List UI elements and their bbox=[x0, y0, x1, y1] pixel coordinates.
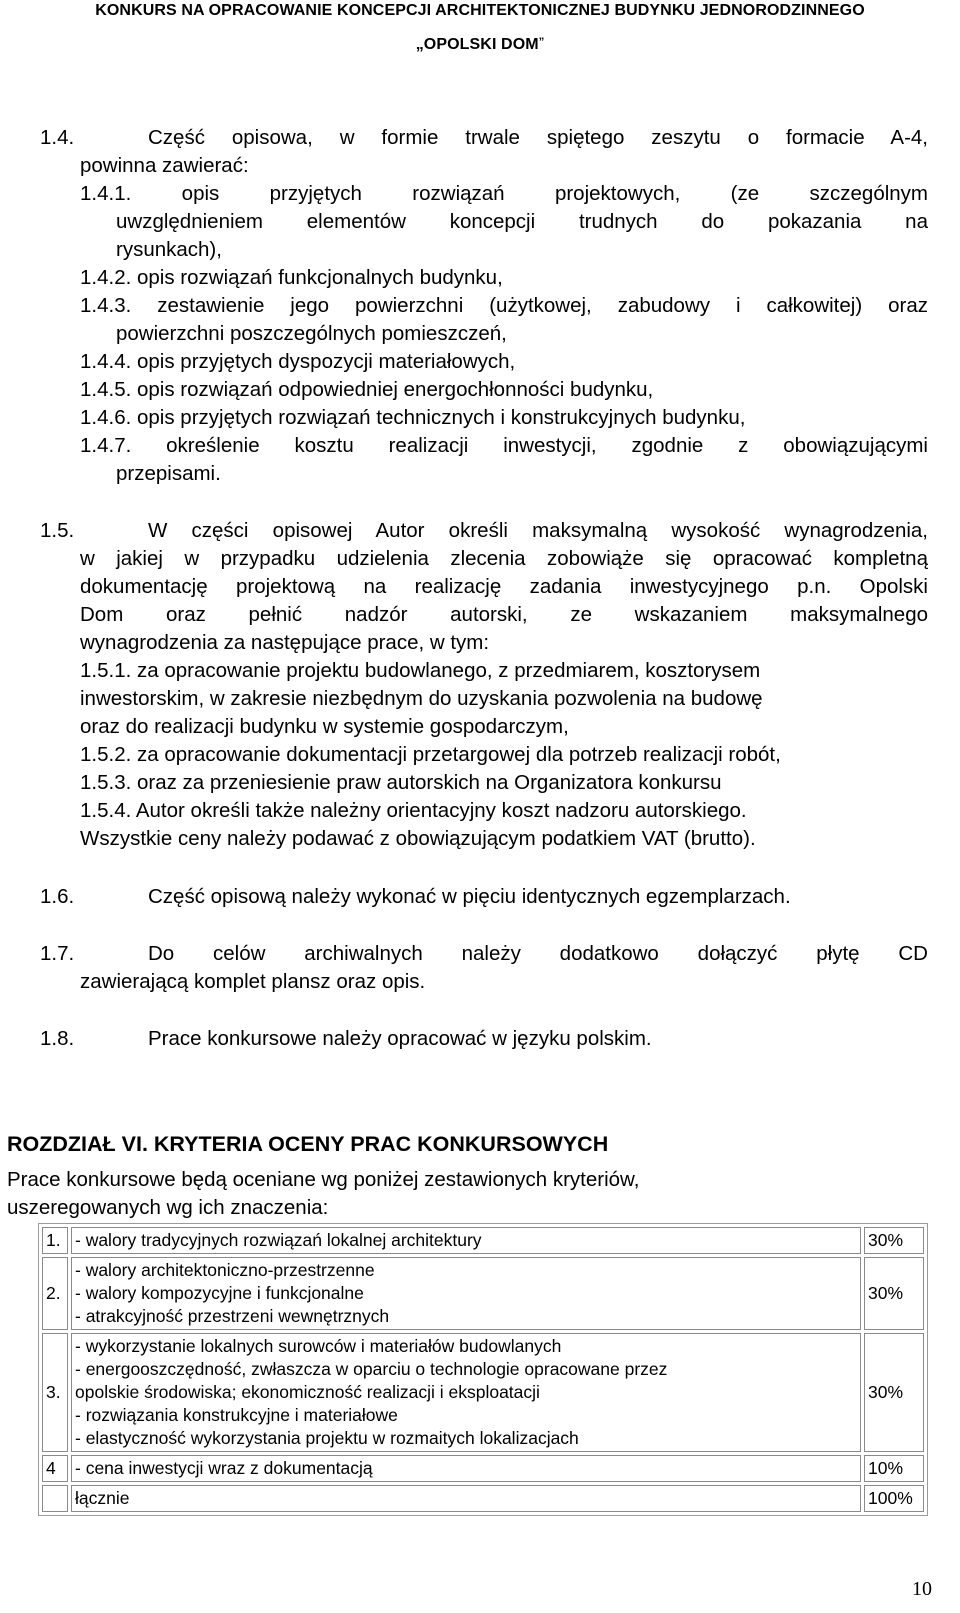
criterion-number: 4 bbox=[42, 1455, 68, 1482]
criterion-item: łącznie bbox=[75, 1488, 130, 1508]
criterion-item: - cena inwestycji wraz z dokumentacją bbox=[75, 1458, 373, 1478]
chapter-intro: Prace konkursowe będą oceniane wg poniżej zestawionych kryteriów, bbox=[7, 1168, 640, 1191]
criterion-weight: 10% bbox=[864, 1455, 924, 1482]
criterion-item: - wykorzystanie lokalnych surowców i materiałów budowlanych bbox=[75, 1336, 562, 1356]
paragraph-line: Prace konkursowe należy opracować w języku polskim. bbox=[148, 1027, 652, 1050]
list-item: uwzględnieniem elementów koncepcji trudnych do pokazania na bbox=[116, 210, 928, 233]
section-number: 1.7. bbox=[40, 942, 75, 965]
open-quote: „ bbox=[415, 36, 424, 53]
criterion-item: - elastyczność wykorzystania projektu w rozmaitych lokalizacjach bbox=[75, 1428, 579, 1448]
paragraph-line: Część opisowa, w formie trwale spiętego zeszytu o formacie A-4, bbox=[148, 126, 928, 149]
paragraph-line: zawierającą komplet plansz oraz opis. bbox=[80, 970, 426, 993]
criterion-weight: 30% bbox=[864, 1333, 924, 1452]
list-item: 1.5.1. za opracowanie projektu budowlanego, z przedmiarem, kosztorysem bbox=[80, 659, 761, 682]
criterion-description bbox=[71, 1257, 861, 1330]
section-number: 1.5. bbox=[40, 519, 75, 542]
table-row bbox=[42, 1257, 924, 1330]
criterion-weight: 100% bbox=[864, 1485, 924, 1512]
criteria-table bbox=[38, 1223, 928, 1516]
paragraph-line: w jakiej w przypadku udzielenia zlecenia zobowiąże się opracować kompletną bbox=[80, 547, 928, 570]
criterion-description bbox=[71, 1485, 861, 1512]
section-number: 1.4. bbox=[40, 126, 75, 149]
list-item: 1.4.1. opis przyjętych rozwiązań projektowych, (ze szczególnym bbox=[80, 182, 928, 205]
criterion-item: - walory kompozycyjne i funkcjonalne bbox=[75, 1283, 364, 1303]
criterion-description bbox=[71, 1333, 861, 1452]
list-item: rysunkach), bbox=[116, 238, 222, 261]
criterion-number: 1. bbox=[42, 1227, 68, 1254]
list-item: 1.4.4. opis przyjętych dyspozycji materiałowych, bbox=[80, 350, 516, 373]
paragraph-line: powinna zawierać: bbox=[80, 154, 249, 177]
criterion-number: 3. bbox=[42, 1333, 68, 1452]
criterion-weight: 30% bbox=[864, 1227, 924, 1254]
table-row bbox=[42, 1455, 924, 1482]
criterion-item: - rozwiązania konstrukcyjne i materiałowe bbox=[75, 1405, 398, 1425]
list-item: powierzchni poszczególnych pomieszczeń, bbox=[116, 322, 507, 345]
header-subtitle bbox=[0, 36, 960, 54]
paragraph-line: Część opisową należy wykonać w pięciu identycznych egzemplarzach. bbox=[148, 885, 791, 908]
page-number: 10 bbox=[912, 1578, 932, 1600]
criterion-description bbox=[71, 1455, 861, 1482]
chapter-heading: ROZDZIAŁ VI. KRYTERIA OCENY PRAC KONKURSOWYCH bbox=[7, 1132, 609, 1156]
list-item: 1.4.3. zestawienie jego powierzchni (użytkowej, zabudowy i całkowitej) oraz bbox=[80, 294, 928, 317]
criterion-item: - walory tradycyjnych rozwiązań lokalnej architektury bbox=[75, 1230, 482, 1250]
table-row bbox=[42, 1227, 924, 1254]
list-item: 1.4.7. określenie kosztu realizacji inwestycji, zgodnie z obowiązującymi bbox=[80, 434, 928, 457]
list-item: inwestorskim, w zakresie niezbędnym do uzyskania pozwolenia na budowę bbox=[80, 687, 763, 710]
list-item: Wszystkie ceny należy podawać z obowiązującym podatkiem VAT (brutto). bbox=[80, 827, 756, 850]
criterion-item: - walory architektoniczno-przestrzenne bbox=[75, 1260, 375, 1280]
criterion-item: - atrakcyjność przestrzeni wewnętrznych bbox=[75, 1306, 390, 1326]
criterion-weight: 30% bbox=[864, 1257, 924, 1330]
criterion-number bbox=[42, 1485, 68, 1512]
paragraph-line: dokumentację projektową na realizację zadania inwestycyjnego p.n. Opolski bbox=[80, 575, 928, 598]
section-number: 1.6. bbox=[40, 885, 75, 908]
list-item: przepisami. bbox=[116, 462, 221, 485]
table-row bbox=[42, 1333, 924, 1452]
list-item: 1.5.3. oraz za przeniesienie praw autorskich na Organizatora konkursu bbox=[80, 771, 722, 794]
list-item: 1.4.2. opis rozwiązań funkcjonalnych budynku, bbox=[80, 266, 503, 289]
criterion-item: - energooszczędność, zwłaszcza w oparciu o technologie opracowane przez bbox=[75, 1359, 668, 1379]
criterion-number: 2. bbox=[42, 1257, 68, 1330]
paragraph-line: Dom oraz pełnić nadzór autorski, ze wskazaniem maksymalnego bbox=[80, 603, 928, 626]
paragraph-line: wynagrodzenia za następujące prace, w tym: bbox=[80, 631, 490, 654]
criterion-item: opolskie środowiska; ekonomiczność realizacji i eksploatacji bbox=[75, 1382, 540, 1402]
list-item: 1.5.4. Autor określi także należny orientacyjny koszt nadzoru autorskiego. bbox=[80, 799, 747, 822]
header-subtitle-text: OPOLSKI DOM bbox=[423, 36, 539, 53]
close-quote: ” bbox=[538, 36, 545, 48]
list-item: 1.4.6. opis przyjętych rozwiązań technicznych i konstrukcyjnych budynku, bbox=[80, 406, 746, 429]
list-item: 1.4.5. opis rozwiązań odpowiedniej energochłonności budynku, bbox=[80, 378, 654, 401]
criterion-description bbox=[71, 1227, 861, 1254]
paragraph-line: W części opisowej Autor określi maksymalną wysokość wynagrodzenia, bbox=[148, 519, 928, 542]
header-title: KONKURS NA OPRACOWANIE KONCEPCJI ARCHITEKTONICZNEJ BUDYNKU JEDNORODZINNEGO bbox=[95, 2, 865, 19]
section-number: 1.8. bbox=[40, 1027, 75, 1050]
criteria-table-body bbox=[42, 1227, 924, 1512]
list-item: 1.5.2. za opracowanie dokumentacji przetargowej dla potrzeb realizacji robót, bbox=[80, 743, 781, 766]
paragraph-line: Do celów archiwalnych należy dodatkowo dołączyć płytę CD bbox=[148, 942, 928, 965]
chapter-intro: uszeregowanych wg ich znaczenia: bbox=[7, 1196, 329, 1219]
list-item: oraz do realizacji budynku w systemie gospodarczym, bbox=[80, 715, 569, 738]
table-row bbox=[42, 1485, 924, 1512]
